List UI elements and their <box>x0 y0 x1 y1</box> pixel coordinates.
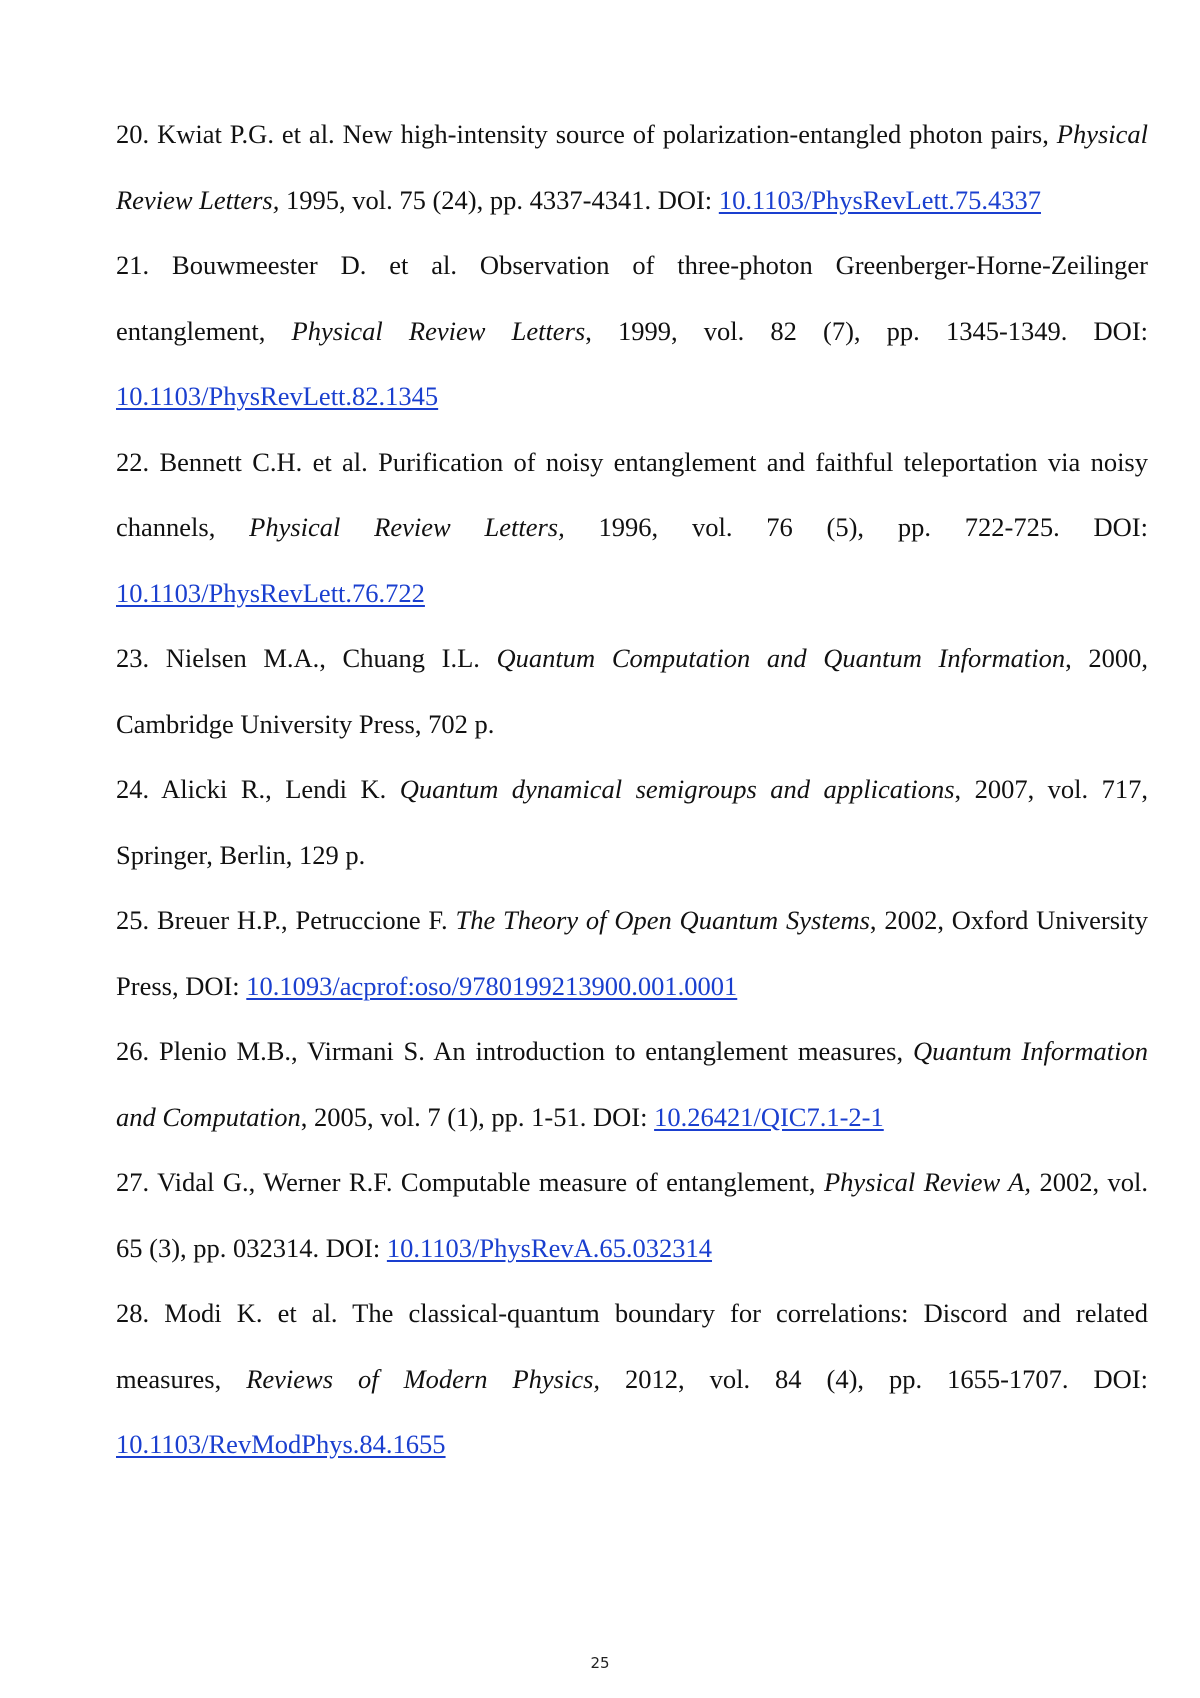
journal-title: Physical Review Letters, <box>116 119 1148 215</box>
doi-link[interactable]: 10.1103/PhysRevLett.76.722 <box>116 578 425 608</box>
reference-number: 20. <box>116 119 149 149</box>
reference-item <box>116 233 1148 430</box>
reference-list <box>116 102 1148 1478</box>
reference-item <box>116 626 1148 757</box>
journal-title: Quantum Information and Computation <box>116 1036 1148 1132</box>
book-title: Quantum dynamical semigroups and applications <box>400 774 955 804</box>
reference-details: 2002, vol. 65 (3), pp. 032314. DOI: <box>116 1167 1148 1263</box>
doi-link[interactable]: 10.26421/QIC7.1-2-1 <box>654 1102 884 1132</box>
page-number: 25 <box>0 1654 1200 1672</box>
reference-text: Kwiat P.G. et al. New high-intensity source of polarization-entangled photon pairs, <box>157 119 1049 149</box>
reference-text: Alicki R., Lendi K. <box>161 774 386 804</box>
reference-details: , 1999, vol. 82 (7), pp. 1345-1349. DOI: <box>585 316 1148 346</box>
reference-details: 1996, vol. 76 (5), pp. 722-725. DOI: <box>599 512 1148 542</box>
reference-details: , 2005, vol. 7 (1), pp. 1-51. DOI: <box>301 1102 648 1132</box>
reference-details: 2012, vol. 84 (4), pp. 1655-1707. DOI: <box>625 1364 1148 1394</box>
reference-text: Nielsen M.A., Chuang I.L. <box>166 643 480 673</box>
reference-details: , 2000, Cambridge University Press, 702 p. <box>116 643 1148 739</box>
reference-details: , 2007, vol. 717, Springer, Berlin, 129 p. <box>116 774 1148 870</box>
reference-item <box>116 888 1148 1019</box>
reference-text: Bennett C.H. et al. Purification of noisy entanglement and faithful teleportation via noisy channels, <box>116 447 1148 543</box>
doi-link[interactable]: 10.1103/PhysRevA.65.032314 <box>387 1233 712 1263</box>
book-title: The Theory of Open Quantum Systems <box>455 905 869 935</box>
journal-title: Physical Review Letters, <box>249 512 565 542</box>
reference-item <box>116 1150 1148 1281</box>
reference-item <box>116 102 1148 233</box>
reference-item <box>116 757 1148 888</box>
reference-text: Modi K. et al. The classical-quantum boundary for correlations: Discord and related measures, <box>116 1298 1148 1394</box>
reference-number: 22. <box>116 447 149 477</box>
reference-number: 26. <box>116 1036 149 1066</box>
reference-number: 24. <box>116 774 149 804</box>
reference-item <box>116 1281 1148 1478</box>
reference-number: 23. <box>116 643 149 673</box>
journal-title: Physical Review Letters <box>292 316 586 346</box>
reference-item <box>116 430 1148 627</box>
reference-text: Plenio M.B., Virmani S. An introduction to entanglement measures, <box>159 1036 903 1066</box>
doi-link[interactable]: 10.1103/PhysRevLett.75.4337 <box>719 185 1041 215</box>
reference-text: Vidal G., Werner R.F. Computable measure of entanglement, <box>157 1167 815 1197</box>
journal-title: Physical Review A, <box>824 1167 1031 1197</box>
reference-text: Bouwmeester D. et al. Observation of three-photon Greenberger-Horne-Zeilinger entanglement, <box>116 250 1148 346</box>
reference-number: 28. <box>116 1298 149 1328</box>
reference-text: Breuer H.P., Petruccione F. <box>157 905 448 935</box>
doi-link[interactable]: 10.1103/PhysRevLett.82.1345 <box>116 381 438 411</box>
reference-number: 25. <box>116 905 149 935</box>
journal-title: Reviews of Modern Physics, <box>246 1364 600 1394</box>
reference-number: 27. <box>116 1167 149 1197</box>
reference-item <box>116 1019 1148 1150</box>
doi-link[interactable]: 10.1103/RevModPhys.84.1655 <box>116 1429 446 1459</box>
reference-details: 1995, vol. 75 (24), pp. 4337-4341. DOI: <box>286 185 712 215</box>
book-title: Quantum Computation and Quantum Information <box>497 643 1066 673</box>
document-page <box>0 0 1200 1698</box>
doi-link[interactable]: 10.1093/acprof:oso/9780199213900.001.0001 <box>246 971 737 1001</box>
reference-details: , 2002, Oxford University Press, DOI: <box>116 905 1148 1001</box>
reference-number: 21. <box>116 250 149 280</box>
